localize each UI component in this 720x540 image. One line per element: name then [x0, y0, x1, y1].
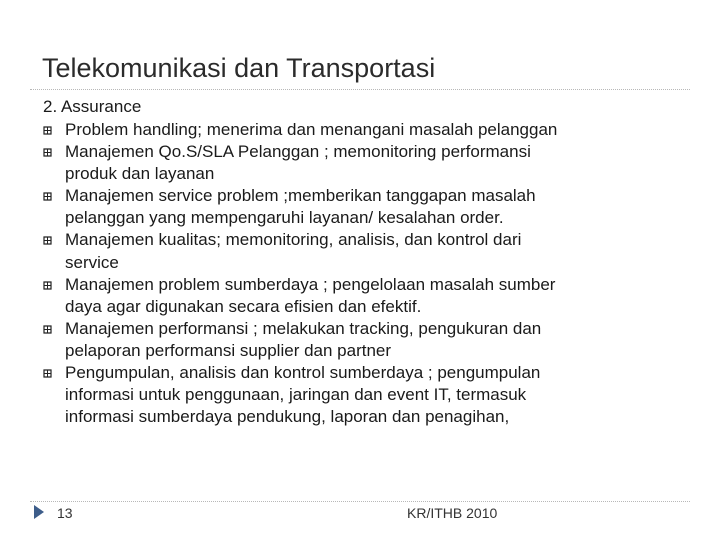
bullet-item	[43, 362, 693, 428]
bullet-item	[43, 229, 693, 273]
slide-title: Telekomunikasi dan Transportasi	[42, 53, 436, 83]
bullet-item	[43, 185, 693, 229]
bullet-line: pelanggan yang mempengaruhi layanan/ kesalahan order.	[65, 208, 504, 228]
bullet-line: informasi untuk penggunaan, jaringan dan event IT, termasuk	[65, 385, 527, 405]
title-divider	[30, 89, 690, 90]
bullet-line: informasi sumberdaya pendukung, laporan dan penagihan,	[65, 407, 510, 427]
bullet-line: pelaporan performansi supplier dan partner	[65, 340, 392, 360]
bullet-line: produk dan layanan	[65, 164, 215, 184]
bullet-line: Manajemen Qo.S/SLA Pelanggan ; memonitoring performansi	[65, 142, 531, 162]
bullet-line: service	[65, 252, 119, 272]
square-dingbat-icon	[43, 148, 52, 157]
bullet-line: Manajemen kualitas; memonitoring, analisis, dan kontrol dari	[65, 230, 522, 250]
bullet-line: Manajemen problem sumberdaya ; pengelolaan masalah sumber	[65, 274, 556, 294]
footer-divider	[30, 501, 690, 502]
square-dingbat-icon	[43, 325, 52, 334]
bullet-line: Manajemen service problem ;memberikan tanggapan masalah	[65, 186, 536, 206]
triangle-arrow-icon	[34, 505, 44, 519]
footer-text: KR/ITHB 2010	[407, 505, 498, 521]
bullet-list	[43, 119, 693, 428]
bullet-item	[43, 274, 693, 318]
bullet-item	[43, 119, 693, 141]
square-dingbat-icon	[43, 369, 52, 378]
page-number: 13	[57, 505, 73, 521]
square-dingbat-icon	[43, 126, 52, 135]
square-dingbat-icon	[43, 192, 52, 201]
bullet-line: Pengumpulan, analisis dan kontrol sumberdaya ; pengumpulan	[65, 363, 541, 383]
square-dingbat-icon	[43, 281, 52, 290]
bullet-line: daya agar digunakan secara efisien dan efektif.	[65, 296, 422, 316]
bullet-line: Problem handling; menerima dan menangani masalah pelanggan	[65, 120, 558, 139]
bullet-line: Manajemen performansi ; melakukan tracking, pengukuran dan	[65, 318, 542, 338]
section-heading: 2. Assurance	[43, 97, 142, 116]
bullet-item	[43, 318, 693, 362]
square-dingbat-icon	[43, 236, 52, 245]
bullet-item	[43, 141, 693, 185]
